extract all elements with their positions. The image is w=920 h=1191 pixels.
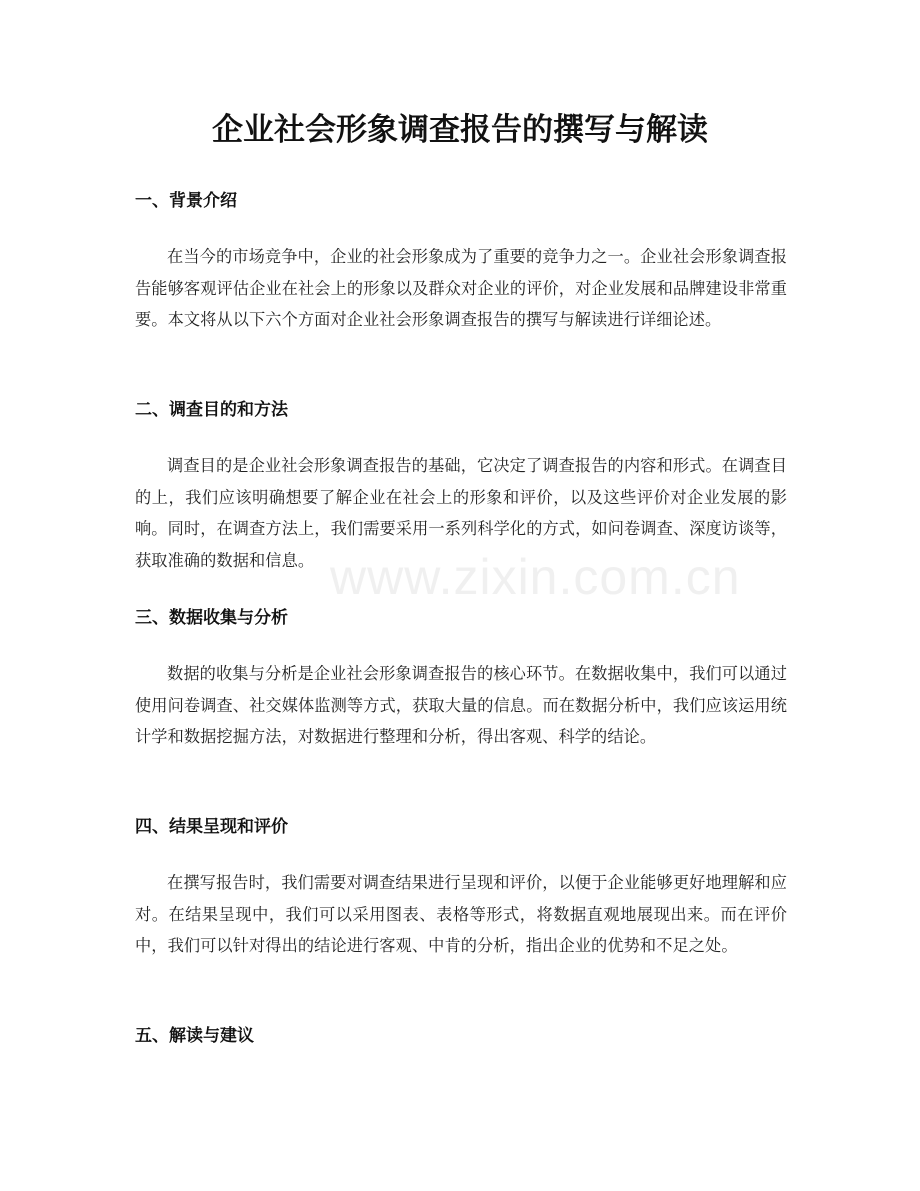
section-paragraph: 在当今的市场竞争中，企业的社会形象成为了重要的竞争力之一。企业社会形象调查报告能够客观评估企业在社会上的形象以及群众对企业的评价，对企业发展和品牌建设非常重要。本文将从以下六个方面对企业社会形象调查报告的撰写与解读进行详细论述。 — [135, 247, 787, 329]
section-heading: 五、解读与建议 — [135, 1026, 254, 1046]
document-title: 企业社会形象调查报告的撰写与解读 — [212, 112, 708, 148]
section-data-collection — [135, 603, 787, 753]
section-interpretation — [135, 1021, 787, 1051]
section-purpose-method — [135, 395, 787, 576]
section-results — [135, 812, 787, 962]
section-paragraph: 在撰写报告时，我们需要对调查结果进行呈现和评价，以便于企业能够更好地理解和应对。在结果呈现中，我们可以采用图表、表格等形式，将数据直观地展现出来。而在评价中，我们可以针对得出的结论进行客观、中肯的分析，指出企业的优势和不足之处。 — [135, 873, 787, 955]
section-heading: 三、数据收集与分析 — [135, 608, 288, 628]
section-background — [135, 186, 787, 336]
section-paragraph: 数据的收集与分析是企业社会形象调查报告的核心环节。在数据收集中，我们可以通过使用问卷调查、社交媒体监测等方式，获取大量的信息。而在数据分析中，我们应该运用统计学和数据挖掘方法，对数据进行整理和分析，得出客观、科学的结论。 — [135, 664, 787, 746]
section-heading: 二、调查目的和方法 — [135, 400, 288, 420]
section-heading: 一、背景介绍 — [135, 191, 237, 211]
watermark: www.zixin.com.cn — [330, 549, 741, 605]
section-paragraph: 调查目的是企业社会形象调查报告的基础，它决定了调查报告的内容和形式。在调查目的上，我们应该明确想要了解企业在社会上的形象和评价，以及这些评价对企业发展的影响。同时，在调查方法上，我们需要采用一系列科学化的方式，如问卷调查、深度访谈等，获取准确的数据和信息。 — [135, 456, 787, 570]
section-heading: 四、结果呈现和评价 — [135, 817, 288, 837]
